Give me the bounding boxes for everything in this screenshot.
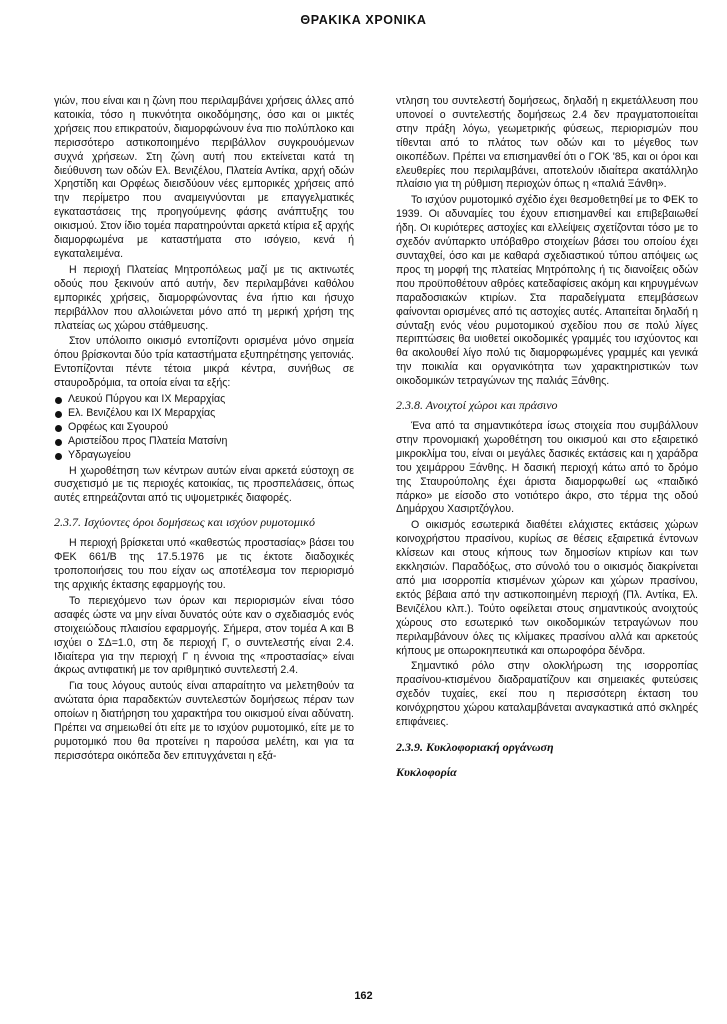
paragraph: Για τους λόγους αυτούς είναι απαραίτητο να μελετηθούν τα ανώτατα όρια παραδεκτών συντελεστών δομήσεως πέραν των οποίων η διατήρηση του χαρακτήρα του οικισμού είναι αδύνατη. Πρέπει να σημειωθεί ότι είτε με το ισχύον ρυμοτομικό, είτε με το ρυμοτομικό που θα προτείνει η παρούσα μελέτη, και για τα περισσότερα οικόπεδα δεν επιτυγχάνεται η εξά- bbox=[54, 680, 354, 762]
right-column bbox=[396, 95, 698, 784]
section-heading-2-3-9: 2.3.9. Κυκλοφοριακή οργάνωση bbox=[396, 739, 554, 754]
list-item: Ορφέως και Σγουρού bbox=[54, 421, 354, 435]
paragraph: Σημαντικό ρόλο στην ολοκλήρωση της ισορροπίας πρασίνου-κτισμένου διαδραματίζουν και σημειακές φυτεύσεις σχεδόν τυχαίες, εκεί που η περισσότερη έκταση του κοινόχρηστου χώρου καταλαμβάνεται αναγκαστικά από σκληρές επιφάνειες. bbox=[396, 660, 698, 729]
list-item: Υδραγωγείου bbox=[54, 449, 354, 463]
left-column bbox=[54, 95, 354, 766]
list-item: Ελ. Βενιζέλου και ΙΧ Μεραρχίας bbox=[54, 407, 354, 421]
list-item: Αριστείδου προς Πλατεία Ματσίνη bbox=[54, 435, 354, 449]
paragraph: Η περιοχή Πλατείας Μητροπόλεως μαζί με τις ακτινωτές οδούς που ξεκινούν από αυτήν, δεν περιλαμβάνει καθόλου εμπορικές χρήσεις, διαμορφώνοντας ένα ήπιο και ήσυχο περιβάλλον που αλλοιώνεται μόνο από τη μερική χρήση της πλατείας ως χώρου στάθμευσης. bbox=[54, 263, 354, 332]
section-heading-2-3-7: 2.3.7. Ισχύοντες όροι δομήσεως και ισχύον ρυμοτομικό bbox=[54, 515, 316, 530]
paragraph: Στον υπόλοιπο οικισμό εντοπίζοντι ορισμένα μόνο σημεία όπου βρίσκονται δύο τρία καταστήματα εξυπηρέτησης γειτονιάς. Εντοπίζονται πέντε τέτοια μικρά κέντρα, συνήθως σε σταυροδρόμια, τα οποία είναι τα εξής: bbox=[54, 335, 354, 390]
paragraph: Η χωροθέτηση των κέντρων αυτών είναι αρκετά εύστοχη σε συσχετισμό με τις περιοχές κατοικίας, τις προσπελάσεις, όπως αυτές επηρεάζονται από τις υψομετρικές διαφορές. bbox=[54, 464, 354, 505]
paragraph: Το ισχύον ρυμοτομικό σχέδιο έχει θεσμοθετηθεί με το ΦΕΚ το 1939. Οι αδυναμίες του έχουν επισημανθεί και επιβεβαιωθεί ήδη. Οι κυριότερες αστοχίες και ελλείψεις σχετίζονται τόσο με το σχεδόν ανύπαρκτο υπόβαθρο στοιχείων βάσει του οποίου έχει συνταχθεί, όσο και με καθαρά σχεδιαστικού τύπου απόψεις ως προς τη μορφή της πλατείας Μητρόπολης ή τις διανοίξεις οδών που προϋποθέτουν αθρόες κατεδαφίσεις ακόμη και κηρυγμένων παραδοσιακών κτιρίων. Στα παραδείγματα επεμβάσεων φαίνονται ορισμένες από τις αστοχίες αυτές. Απαιτείται δηλαδή η σύνταξη ενός νέου ρυμοτομικού σχεδίου που σε πολύ λίγες περιπτώσεις θα υιοθετεί οικοδομικές γραμμές του ισχύοντος και θα ακολουθεί λίγο πολύ τις διαμορφωμένες γραμμές και γενικά την ποικιλία και οργανικότητα των χαρακτηριστικών των οικοδομικών τετραγώνων της παλιάς Ξάνθης. bbox=[396, 194, 698, 388]
paragraph: Η περιοχή βρίσκεται υπό «καθεστώς προστασίας» βάσει του ΦΕΚ 661/Β της 17.5.1976 με τις έκτοτε διαδοχικές τροποποιήσεις του που είχαν ως αποτέλεσμα τον περιορισμό της αρχικής έκτασης εφαρμογής του. bbox=[54, 537, 354, 591]
paragraph: γιών, που είναι και η ζώνη που περιλαμβάνει χρήσεις άλλες από κατοικία, τόσο η πυκνότητα οικοδόμησης, όσο και οι μικτές χρήσεις που επικρατούν, διαμορφώνουν ένα πιο πολύπλοκο και περισσότερο αστικοποιημένο περιβάλλον συγκρουόμενων συχνά χρήσεων. Στη ζώνη αυτή που εκτείνεται κατά τη διεύθυνση των οδών Ελ. Βενιζέλου, Πλατεία Αντίκα, αρχή οδών Χρηστίδη και Ορφέως διεισδύουν νέες εμπορικές χρήσεις από την περίμετρο που αναμειγνύονται με επαγγελματικές εγκαταστάσεις της προηγούμενης φάσης ανάπτυξης του οικισμού. Στον ίδιο τομέα παρατηρούνται αρκετά κτίρια εξ αρχής διαμορφωμένα με καταστήματα στο ισόγειο, κενά ή εγκαταλειμένα. bbox=[54, 95, 354, 260]
journal-title: ΘΡΑΚΙΚΑ ΧΡΟΝΙΚΑ bbox=[300, 13, 427, 27]
page-number: 162 bbox=[354, 990, 373, 1002]
subsection-heading: Κυκλοφορία bbox=[396, 764, 457, 779]
section-heading-2-3-8: 2.3.8. Ανοιχτοί χώροι και πράσινο bbox=[396, 398, 558, 413]
paragraph: Το περιεχόμενο των όρων και περιορισμών είναι τόσο ασαφές ώστε να μην είναι δυνατός ούτε καν ο σχεδιασμός ενός στοιχειώδους πλαισίου εφαρμογής. Σήμερα, στον τομέα Α και Β ισχύει ο ΣΔ=1.0, στη δε περιοχή Γ, ο συντελεστής είναι 2.4. Ιδιαίτερα για την περιοχή Γ η έννοια της «προστασίας» είναι άκρως αντιφατική με τον αριθμητικό συντελεστή 2.4. bbox=[54, 594, 354, 677]
paragraph: Ο οικισμός εσωτερικά διαθέτει ελάχιστες εκτάσεις χώρων κοινοχρήστου πρασίνου, κυρίως σε θέσεις εξαιρετικά έντονων κλίσεων και στους κήπους των δημοσίων κτιρίων και των εκκλησιών. Παραδόξως, στο σύνολό του ο οικισμός διακρίνεται από μια ισορροπία κτισμένων χώρων και χώρων πρασίνου, εκτός βέβαια από την αστικοποιημένη περιοχή (Πλ. Αντίκα, Ελ. Βενιζέλου κλπ.). Τούτο οφείλεται στους σημαντικούς ανοιχτούς χώρους στο εσωτερικό των οικοδομικών τετραγώνων που περιλαμβάνουν όλες τις κλίμακες πρασίνου αλλά και αρκετούς κήπους με οπωροκηπευτικά και οπωροφόρα δένδρα. bbox=[396, 519, 698, 657]
paragraph: ντληση του συντελεστή δομήσεως, δηλαδή η εκμετάλλευση που υπονοεί ο συντελεστής δομήσεως 2.4 δεν πραγματοποιείται στην πράξη λόγω, γεωμετρικής φύσεως, περιορισμών που τίθενται από το πλάτος των οδών και το μέγεθος των οικοπέδων. Πρέπει να επισημανθεί ότι ο ΓΟΚ '85, και οι όροι και ελευθερίες που περιλαμβάνει, αποτελούν ιδιαίτερα ακατάλληλο πλαίσιο για τη ρύθμιση περιοχών όπως η «παλιά Ξάνθη». bbox=[396, 95, 698, 191]
commercial-centers-list bbox=[54, 393, 354, 463]
paragraph: Ένα από τα σημαντικότερα ίσως στοιχεία που συμβάλλουν στην προνομιακή χωροθέτηση του οικισμού και στο εξαιρετικό μικροκλίμα του, είναι οι μεγάλες δασικές εκτάσεις και η χαράδρα του χειμάρρου Ξάνθης. Η δασική περιοχή κάτω από το δρόμο της Σταυρούπολης έχει άριστα διαμορφωθεί ως «παιδικό πάρκο» με είσοδο στο νοτιότερο άκρο, στο τέρμα της οδού Δημάρχου Χασιρτζόγλου. bbox=[396, 420, 698, 516]
list-item: Λευκού Πύργου και ΙΧ Μεραρχίας bbox=[54, 393, 354, 407]
